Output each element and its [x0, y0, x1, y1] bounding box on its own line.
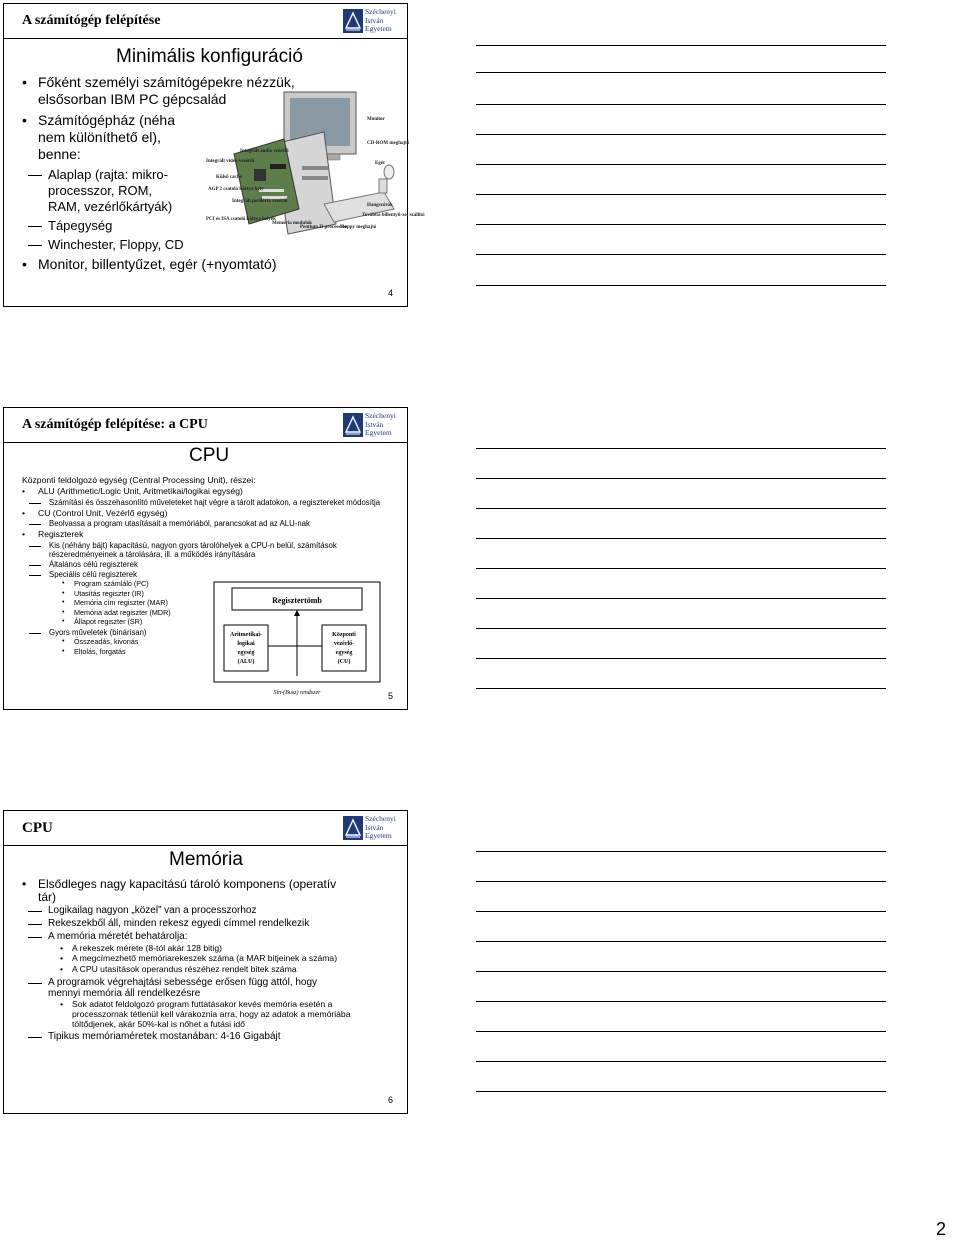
label-integrated-periphery: Integrált periféria vezérlő [232, 199, 288, 204]
diagram-alu-line: (ALU) [237, 659, 255, 665]
label-mouse: Egér [375, 161, 386, 166]
bullet: • Számítógépház (néha nem különíthető el), benne: [22, 112, 198, 163]
sub-bullet: Rekeszekből áll, minden rekesz egyedi címmel rendelkezik [26, 918, 372, 929]
university-logo [343, 8, 399, 36]
logo-line-2: István [365, 15, 384, 25]
note-line [476, 1001, 886, 1002]
sub-bullet: Beolvassa a program utasításait a memóriából, parancsokat ad az ALU-nak [27, 519, 382, 528]
slide-6 [3, 810, 408, 1114]
note-line [476, 881, 886, 882]
list-item: • Állapot regiszter (SR) [62, 617, 382, 627]
label-integrated-video: Integrált video vezérlő [206, 159, 255, 164]
logo-line-1: Széchenyi [365, 411, 396, 420]
label-keyboard: Továbbá billentyű-zet szállító [362, 213, 425, 218]
slide-header [4, 408, 407, 443]
bullet: • Regiszterek [22, 529, 382, 539]
label-pentium: Pentium II processzor [300, 225, 348, 230]
label-memory-modules: Memória modulok [272, 221, 312, 226]
sub-bullet: Kis (néhány bájt) kapacitású, nagyon gyors tárolóhelyek a CPU-n belül, számítások részeredményeinek a tárolására, ill. a működés irányítására [27, 541, 382, 559]
lead-text: Központi feldolgozó egység (Central Processing Unit), részei: [22, 475, 256, 485]
list-item: • A rekeszek mérete (8-tól akár 128 bitig) [60, 944, 372, 954]
note-line [476, 254, 886, 255]
slide-page-number: 5 [387, 691, 393, 701]
logo-line-3: Egyetem [365, 831, 392, 840]
logo-line-1: Széchenyi [365, 814, 396, 823]
label-external-cache: Külső cache [216, 175, 242, 180]
note-line [476, 911, 886, 912]
slide-header-title: A számítógép felépítése [22, 13, 161, 28]
label-monitor: Monitor [367, 117, 385, 122]
slide-page-number: 4 [387, 288, 393, 298]
slide-title: Minimális konfiguráció [116, 46, 303, 67]
logo-mark-icon [343, 413, 363, 437]
note-line [476, 658, 886, 659]
list-item: • Sok adatot feldolgozó program futtatásakor kevés memória esetén a processzornak tétlenül kell várakoznia arra, hogy az adatok a memóriába töltődjenek, akár 50%-kal is nőhet a futási idő [60, 1000, 362, 1029]
note-line [476, 478, 886, 479]
cpu-register-diagram [212, 580, 382, 700]
note-line [476, 1031, 886, 1032]
slide-page-number: 6 [387, 1095, 393, 1105]
sub-bullet: Speciális célú regiszterek [27, 570, 382, 579]
university-logo [343, 815, 399, 843]
university-logo [343, 412, 399, 440]
label-floppy: Floppy meghajtó [340, 225, 377, 230]
list-item: • A megcímezhető memóriarekeszek száma (a MAR bitjeinek a száma) [60, 954, 357, 964]
list-item: • Utasítás regiszter (IR) [62, 589, 382, 599]
list-item: • Összeadás, kivonás [62, 637, 382, 647]
diagram-alu-line: logikai [237, 641, 255, 647]
logo-line-3: Egyetem [365, 24, 392, 33]
note-line [476, 104, 886, 105]
note-line [476, 1061, 886, 1062]
note-line [476, 851, 886, 852]
list-item: • Eltolás, forgatás [62, 647, 382, 657]
note-line [476, 448, 886, 449]
logo-mark-icon [343, 9, 363, 33]
note-line [476, 224, 886, 225]
sub-bullet: A memória méretét behatárolja: [26, 931, 372, 942]
label-agp: AGP 2 csatolá kártya hely [208, 187, 264, 192]
note-line [476, 628, 886, 629]
note-line [476, 971, 886, 972]
note-line [476, 45, 886, 46]
sub-bullet: Gyors műveletek (binárisan) [27, 628, 382, 637]
sub-bullet: Tipikus memóriaméretek mostanában: 4-16 Gigabájt [26, 1031, 372, 1042]
sub-bullet: Winchester, Floppy, CD [26, 237, 212, 253]
label-integrated-audio: Integrált audio vezérlő [240, 149, 289, 154]
note-line [476, 508, 886, 509]
label-pci-isa: PCI és ISA csatoló kártya helyek [206, 217, 276, 222]
pc-components-image [204, 84, 425, 259]
slide-bullets [22, 878, 372, 1042]
slide-5 [3, 407, 408, 710]
list-item: • Program számláló (PC) [62, 579, 382, 589]
slide-header-title: CPU [22, 820, 53, 836]
logo-line-3: Egyetem [365, 428, 392, 437]
label-cdrom: CD-ROM meghajtó [367, 141, 410, 146]
logo-line-2: István [365, 822, 384, 832]
note-line [476, 134, 886, 135]
slide-title: CPU [189, 445, 230, 466]
sub-bullet: Számítási és összehasonlító műveleteket hajt végre a tárolt adatokon, a regisztereket módosítja [27, 498, 382, 507]
label-speakers: Hangszórók [367, 203, 393, 208]
logo-line-1: Széchenyi [365, 7, 396, 16]
note-line [476, 538, 886, 539]
list-item: • A CPU utasítások operandus részéhez rendelt bitek száma [60, 965, 372, 975]
slide-header [4, 4, 407, 39]
diagram-cu-line: egység [335, 650, 353, 656]
logo-mark-icon [343, 816, 363, 840]
bullet: • ALU (Arithmetic/Logic Unit, Aritmetikai/logikai egység) [22, 486, 382, 496]
slide-4 [3, 3, 425, 307]
sub-bullet: A programok végrehajtási sebessége erősen függ attól, hogy mennyi memória áll rendelkezésre [26, 977, 348, 999]
diagram-cu-line: (CU) [337, 659, 351, 665]
slide-header-title: A számítógép felépítése: a CPU [22, 417, 208, 432]
list-item: • Memória cím regiszter (MAR) [62, 598, 382, 608]
slide-title: Memória [169, 849, 243, 870]
list-item: • Memória adat regiszter (MDR) [62, 608, 382, 618]
note-line [476, 72, 886, 73]
bullet: • Elsődleges nagy kapacitású tároló komponens (operatív tár) [22, 878, 338, 903]
note-line [476, 568, 886, 569]
sub-bullet: Általános célú regiszterek [27, 560, 382, 569]
bullet: • CU (Control Unit, Vezérlő egység) [22, 508, 382, 518]
bullet: • Főként személyi számítógépekre nézzük, elsősorban IBM PC gépcsalád [22, 74, 328, 108]
note-line [476, 688, 886, 689]
logo-line-2: István [365, 419, 384, 429]
note-line [476, 941, 886, 942]
note-line [476, 194, 886, 195]
sub-bullet: Alaplap (rajta: mikro-processzor, ROM, RAM, vezérlőkártyák) [26, 167, 188, 215]
diagram-register-block: Regisztertömb [272, 596, 322, 605]
note-line [476, 1091, 886, 1092]
bullet: • Monitor, billentyűzet, egér (+nyomtató) [22, 256, 338, 273]
diagram-cu-line: vezérlő- [333, 641, 355, 647]
slide-header [4, 811, 407, 846]
sub-bullet: Logikailag nagyon „közel” van a processzorhoz [26, 905, 372, 916]
note-line [476, 598, 886, 599]
sub-bullet: Tápegység [26, 218, 212, 234]
note-line [476, 285, 886, 286]
diagram-cu-line: Központi [332, 632, 356, 638]
diagram-alu-line: Aritmetikai- [230, 632, 262, 638]
diagram-caption: Sín-(Busz) rendszer [273, 690, 321, 696]
diagram-alu-line: egység [237, 650, 255, 656]
page-number: 2 [935, 1219, 946, 1239]
note-line [476, 164, 886, 165]
